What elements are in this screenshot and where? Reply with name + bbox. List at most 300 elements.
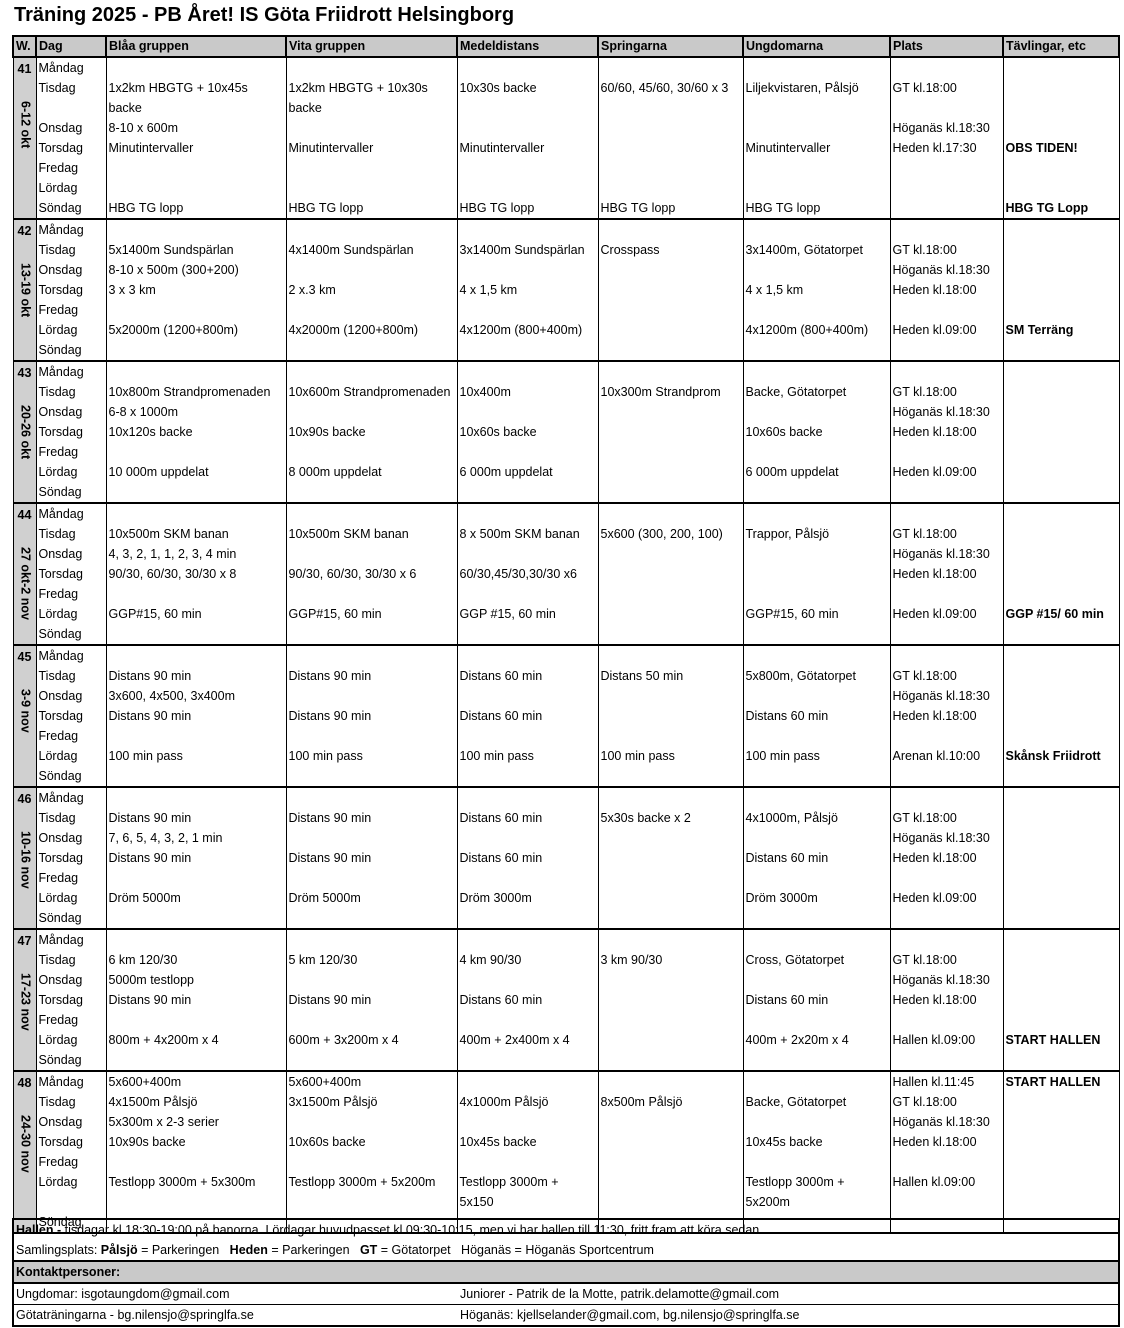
tavlingar-cell (1003, 402, 1119, 422)
vita-cell (286, 766, 457, 787)
ungdomarna-cell (743, 402, 890, 422)
ungdomarna-cell: 10x60s backe (743, 422, 890, 442)
medeldistans-cell: 10x60s backe (457, 422, 598, 442)
tavlingar-cell (1003, 686, 1119, 706)
springarna-cell (598, 645, 743, 666)
schedule-row (13, 524, 1119, 544)
vita-cell (286, 361, 457, 382)
springarna-cell (598, 848, 743, 868)
week-cell (13, 787, 36, 929)
schedule-row (13, 361, 1119, 382)
vita-cell: 8 000m uppdelat (286, 462, 457, 482)
springarna-cell (598, 280, 743, 300)
blaa-cell (106, 1152, 286, 1172)
schedule-row (13, 808, 1119, 828)
day-cell: Söndag (36, 198, 106, 219)
plats-cell: Heden kl.18:00 (890, 280, 1003, 300)
vita-cell (286, 300, 457, 320)
tavlingar-cell (1003, 1172, 1119, 1212)
ungdomarna-cell (743, 57, 890, 78)
blaa-cell: 90/30, 60/30, 30/30 x 8 (106, 564, 286, 584)
tavlingar-cell (1003, 260, 1119, 280)
day-cell: Fredag (36, 1152, 106, 1172)
ungdomarna-cell (743, 766, 890, 787)
day-cell: Torsdag (36, 1132, 106, 1152)
springarna-cell (598, 787, 743, 808)
vita-cell: 4x2000m (1200+800m) (286, 320, 457, 340)
day-cell: Fredag (36, 726, 106, 746)
ungdomarna-cell (743, 726, 890, 746)
plats-cell: Heden kl.18:00 (890, 990, 1003, 1010)
ungdomarna-cell: Cross, Götatorpet (743, 950, 890, 970)
day-cell: Lördag (36, 746, 106, 766)
medeldistans-cell: 4x1200m (800+400m) (457, 320, 598, 340)
blaa-cell: Dröm 5000m (106, 888, 286, 908)
column-header: Tävlingar, etc (1003, 36, 1119, 57)
tavlingar-cell (1003, 524, 1119, 544)
samlingsplats-note (14, 1240, 1118, 1260)
day-cell: Tisdag (36, 78, 106, 118)
vita-cell: 3x1500m Pålsjö (286, 1092, 457, 1112)
vita-cell: 10x600m Strandpromenaden (286, 382, 457, 402)
plats-cell (890, 300, 1003, 320)
blaa-cell (106, 645, 286, 666)
blaa-cell: 100 min pass (106, 746, 286, 766)
ungdomarna-cell (743, 584, 890, 604)
blaa-cell: 5x2000m (1200+800m) (106, 320, 286, 340)
ungdomarna-cell (743, 340, 890, 361)
blaa-cell (106, 361, 286, 382)
blaa-cell (106, 929, 286, 950)
vita-cell: 5 km 120/30 (286, 950, 457, 970)
plats-cell: GT kl.18:00 (890, 808, 1003, 828)
vita-cell: 2 x.3 km (286, 280, 457, 300)
blaa-cell (106, 624, 286, 645)
tavlingar-cell (1003, 57, 1119, 78)
day-cell: Onsdag (36, 260, 106, 280)
samling-place-desc: = Parkeringen (267, 1243, 360, 1257)
ungdomarna-cell (743, 1050, 890, 1071)
tavlingar-cell: Skånsk Friidrott (1003, 746, 1119, 766)
vita-cell (286, 929, 457, 950)
day-cell: Fredag (36, 1010, 106, 1030)
medeldistans-cell (457, 766, 598, 787)
day-cell: Söndag (36, 908, 106, 929)
springarna-cell (598, 219, 743, 240)
day-cell: Lördag (36, 1030, 106, 1050)
vita-cell: GGP#15, 60 min (286, 604, 457, 624)
medeldistans-cell (457, 908, 598, 929)
plats-cell (890, 726, 1003, 746)
springarna-cell (598, 503, 743, 524)
vita-cell: HBG TG lopp (286, 198, 457, 219)
schedule-row (13, 1010, 1119, 1030)
medeldistans-cell (457, 787, 598, 808)
schedule-row (13, 544, 1119, 564)
vita-cell (286, 544, 457, 564)
contact-juniorer: Juniorer - Patrik de la Motte, patrik.delamotte@gmail.com (460, 1287, 780, 1301)
ungdomarna-cell: 4 x 1,5 km (743, 280, 890, 300)
schedule-row (13, 402, 1119, 422)
ungdomarna-cell (743, 300, 890, 320)
tavlingar-cell (1003, 645, 1119, 666)
plats-cell: Hallen kl.09:00 (890, 1030, 1003, 1050)
plats-cell (890, 198, 1003, 219)
medeldistans-cell: 3x1400m Sundspärlan (457, 240, 598, 260)
springarna-cell (598, 908, 743, 929)
day-cell: Lördag (36, 320, 106, 340)
contact-ungdomar: Ungdomar: isgotaungdom@gmail.com (16, 1287, 230, 1301)
ungdomarna-cell: 4x1200m (800+400m) (743, 320, 890, 340)
vita-cell: Minutintervaller (286, 138, 457, 158)
tavlingar-cell (1003, 442, 1119, 462)
medeldistans-cell (457, 300, 598, 320)
vita-cell: 4x1400m Sundspärlan (286, 240, 457, 260)
schedule-row (13, 604, 1119, 624)
plats-cell: GT kl.18:00 (890, 666, 1003, 686)
day-cell: Söndag (36, 1212, 106, 1233)
medeldistans-cell (457, 482, 598, 503)
day-cell: Söndag (36, 624, 106, 645)
hallen-note (14, 1220, 1118, 1240)
schedule-row (13, 1092, 1119, 1112)
tavlingar-cell (1003, 624, 1119, 645)
schedule-row (13, 422, 1119, 442)
plats-cell (890, 340, 1003, 361)
plats-cell (890, 645, 1003, 666)
blaa-cell (106, 1010, 286, 1030)
medeldistans-cell: 60/30,45/30,30/30 x6 (457, 564, 598, 584)
vita-cell: Distans 90 min (286, 706, 457, 726)
blaa-cell (106, 766, 286, 787)
blaa-cell: 6-8 x 1000m (106, 402, 286, 422)
tavlingar-cell (1003, 888, 1119, 908)
springarna-cell: 3 km 90/30 (598, 950, 743, 970)
springarna-cell (598, 564, 743, 584)
tavlingar-cell (1003, 240, 1119, 260)
day-cell: Tisdag (36, 382, 106, 402)
plats-cell: Höganäs kl.18:30 (890, 544, 1003, 564)
day-cell: Fredag (36, 868, 106, 888)
medeldistans-cell (457, 402, 598, 422)
tavlingar-cell (1003, 1112, 1119, 1132)
week-number: 43 (17, 366, 32, 380)
schedule-row (13, 888, 1119, 908)
vita-cell (286, 1050, 457, 1071)
ungdomarna-cell (743, 442, 890, 462)
vita-cell (286, 158, 457, 178)
plats-cell (890, 624, 1003, 645)
schedule-row (13, 198, 1119, 219)
ungdomarna-cell (743, 361, 890, 382)
blaa-cell: 5000m testlopp (106, 970, 286, 990)
vita-cell (286, 57, 457, 78)
springarna-cell (598, 868, 743, 888)
column-header: Medeldistans (457, 36, 598, 57)
day-cell: Måndag (36, 361, 106, 382)
day-cell: Onsdag (36, 828, 106, 848)
plats-cell (890, 178, 1003, 198)
tavlingar-cell (1003, 706, 1119, 726)
medeldistans-cell (457, 645, 598, 666)
schedule-row (13, 828, 1119, 848)
vita-cell (286, 787, 457, 808)
schedule-row (13, 118, 1119, 138)
vita-cell: Distans 90 min (286, 990, 457, 1010)
ungdomarna-cell (743, 868, 890, 888)
plats-cell: Heden kl.18:00 (890, 1132, 1003, 1152)
ungdomarna-cell (743, 178, 890, 198)
medeldistans-cell (457, 57, 598, 78)
vita-cell (286, 970, 457, 990)
schedule-row (13, 787, 1119, 808)
vita-cell (286, 645, 457, 666)
day-cell: Tisdag (36, 1092, 106, 1112)
ungdomarna-cell (743, 219, 890, 240)
blaa-cell: 10x500m SKM banan (106, 524, 286, 544)
vita-cell: Dröm 5000m (286, 888, 457, 908)
blaa-cell: Testlopp 3000m + 5x300m (106, 1172, 286, 1212)
tavlingar-cell (1003, 382, 1119, 402)
tavlingar-cell (1003, 503, 1119, 524)
blaa-cell: 10 000m uppdelat (106, 462, 286, 482)
tavlingar-cell (1003, 848, 1119, 868)
ungdomarna-cell: GGP#15, 60 min (743, 604, 890, 624)
day-cell: Söndag (36, 340, 106, 361)
springarna-cell (598, 604, 743, 624)
tavlingar-cell (1003, 564, 1119, 584)
tavlingar-cell (1003, 544, 1119, 564)
medeldistans-cell (457, 361, 598, 382)
schedule-row (13, 219, 1119, 240)
plats-cell: Arenan kl.10:00 (890, 746, 1003, 766)
ungdomarna-cell (743, 787, 890, 808)
blaa-cell (106, 868, 286, 888)
day-cell: Fredag (36, 442, 106, 462)
medeldistans-cell: 10x30s backe (457, 78, 598, 118)
ungdomarna-cell: 6 000m uppdelat (743, 462, 890, 482)
medeldistans-cell (457, 624, 598, 645)
blaa-cell: Distans 90 min (106, 808, 286, 828)
springarna-cell: 60/60, 45/60, 30/60 x 3 (598, 78, 743, 118)
blaa-cell: Distans 90 min (106, 706, 286, 726)
springarna-cell (598, 138, 743, 158)
day-cell: Torsdag (36, 848, 106, 868)
day-cell: Lördag (36, 888, 106, 908)
column-header: Plats (890, 36, 1003, 57)
ungdomarna-cell: 3x1400m, Götatorpet (743, 240, 890, 260)
springarna-cell (598, 706, 743, 726)
springarna-cell (598, 402, 743, 422)
blaa-cell: Distans 90 min (106, 848, 286, 868)
blaa-cell: 4x1500m Pålsjö (106, 1092, 286, 1112)
medeldistans-cell: 4 km 90/30 (457, 950, 598, 970)
blaa-cell: 3 x 3 km (106, 280, 286, 300)
blaa-cell (106, 908, 286, 929)
blaa-cell: HBG TG lopp (106, 198, 286, 219)
springarna-cell: 100 min pass (598, 746, 743, 766)
vita-cell (286, 260, 457, 280)
day-cell: Torsdag (36, 280, 106, 300)
tavlingar-cell (1003, 766, 1119, 787)
vita-cell (286, 442, 457, 462)
plats-cell (890, 219, 1003, 240)
samling-place-name: Heden (229, 1243, 268, 1257)
springarna-cell (598, 422, 743, 442)
tavlingar-cell (1003, 726, 1119, 746)
schedule-row (13, 462, 1119, 482)
medeldistans-cell: 6 000m uppdelat (457, 462, 598, 482)
medeldistans-cell (457, 158, 598, 178)
vita-cell (286, 726, 457, 746)
springarna-cell (598, 726, 743, 746)
week-cell (13, 645, 36, 787)
plats-cell: Heden kl.09:00 (890, 462, 1003, 482)
week-date-range: 6-12 okt (18, 101, 33, 149)
samling-place-desc: = Götatorpet (377, 1243, 462, 1257)
contacts-title: Kontaktpersoner: (14, 1260, 1118, 1284)
samling-place-desc: Höganäs = Höganäs Sportcentrum (461, 1243, 654, 1257)
tavlingar-cell (1003, 178, 1119, 198)
ungdomarna-cell: Distans 60 min (743, 990, 890, 1010)
day-cell: Tisdag (36, 240, 106, 260)
schedule-row (13, 503, 1119, 524)
tavlingar-cell (1003, 929, 1119, 950)
medeldistans-cell (457, 929, 598, 950)
day-cell: Måndag (36, 645, 106, 666)
vita-cell (286, 1010, 457, 1030)
tavlingar-cell: SM Terräng (1003, 320, 1119, 340)
springarna-cell (598, 178, 743, 198)
blaa-cell: 5x300m x 2-3 serier (106, 1112, 286, 1132)
ungdomarna-cell (743, 260, 890, 280)
vita-cell: 90/30, 60/30, 30/30 x 6 (286, 564, 457, 584)
plats-cell (890, 1050, 1003, 1071)
plats-cell: Heden kl.18:00 (890, 422, 1003, 442)
week-number: 48 (17, 1076, 32, 1090)
medeldistans-cell (457, 340, 598, 361)
tavlingar-cell (1003, 158, 1119, 178)
vita-cell: Distans 90 min (286, 666, 457, 686)
medeldistans-cell: 10x45s backe (457, 1132, 598, 1152)
day-cell: Onsdag (36, 686, 106, 706)
plats-cell: Höganäs kl.18:30 (890, 686, 1003, 706)
blaa-cell: 800m + 4x200m x 4 (106, 1030, 286, 1050)
ungdomarna-cell: Backe, Götatorpet (743, 382, 890, 402)
medeldistans-cell: HBG TG lopp (457, 198, 598, 219)
blaa-cell: 1x2km HBGTG + 10x45s backe (106, 78, 286, 118)
ungdomarna-cell: Minutintervaller (743, 138, 890, 158)
vita-cell (286, 908, 457, 929)
springarna-cell (598, 584, 743, 604)
schedule-row (13, 645, 1119, 666)
plats-cell: GT kl.18:00 (890, 950, 1003, 970)
medeldistans-cell (457, 868, 598, 888)
day-cell: Torsdag (36, 706, 106, 726)
medeldistans-cell (457, 1071, 598, 1092)
tavlingar-cell (1003, 950, 1119, 970)
schedule-row (13, 442, 1119, 462)
medeldistans-cell: Distans 60 min (457, 808, 598, 828)
medeldistans-cell (457, 178, 598, 198)
schedule-row (13, 158, 1119, 178)
tavlingar-cell (1003, 1092, 1119, 1112)
blaa-cell (106, 178, 286, 198)
schedule-row (13, 868, 1119, 888)
samling-prefix: Samlingsplats: (16, 1243, 101, 1257)
tavlingar-cell (1003, 1132, 1119, 1152)
day-cell: Torsdag (36, 990, 106, 1010)
blaa-cell (106, 340, 286, 361)
week-number: 45 (17, 650, 32, 664)
springarna-cell (598, 482, 743, 503)
schedule-row (13, 1132, 1119, 1152)
vita-cell: Testlopp 3000m + 5x200m (286, 1172, 457, 1212)
medeldistans-cell: Dröm 3000m (457, 888, 598, 908)
page-title: Träning 2025 - PB Året! IS Göta Friidrott Helsingborg (14, 4, 515, 26)
ungdomarna-cell (743, 645, 890, 666)
vita-cell (286, 1112, 457, 1132)
medeldistans-cell: GGP #15, 60 min (457, 604, 598, 624)
springarna-cell: Distans 50 min (598, 666, 743, 686)
schedule-row (13, 686, 1119, 706)
ungdomarna-cell (743, 544, 890, 564)
springarna-cell (598, 888, 743, 908)
tavlingar-cell (1003, 1152, 1119, 1172)
plats-cell (890, 1010, 1003, 1030)
blaa-cell: GGP#15, 60 min (106, 604, 286, 624)
schedule-row (13, 57, 1119, 78)
day-cell: Fredag (36, 584, 106, 604)
blaa-cell: 8-10 x 500m (300+200) (106, 260, 286, 280)
plats-cell: Heden kl.09:00 (890, 604, 1003, 624)
week-number: 44 (17, 508, 32, 522)
medeldistans-cell (457, 219, 598, 240)
ungdomarna-cell: 5x800m, Götatorpet (743, 666, 890, 686)
contacts-row-2 (14, 1305, 1118, 1325)
medeldistans-cell (457, 260, 598, 280)
plats-cell (890, 584, 1003, 604)
column-header: Blåa gruppen (106, 36, 286, 57)
ungdomarna-cell (743, 624, 890, 645)
medeldistans-cell (457, 584, 598, 604)
day-cell: Fredag (36, 300, 106, 320)
springarna-cell (598, 361, 743, 382)
plats-cell (890, 503, 1003, 524)
day-cell: Måndag (36, 929, 106, 950)
day-cell: Söndag (36, 482, 106, 503)
ungdomarna-cell (743, 1112, 890, 1132)
medeldistans-cell: Testlopp 3000m + 5x150 (457, 1172, 598, 1212)
day-cell: Tisdag (36, 950, 106, 970)
plats-cell: Höganäs kl.18:30 (890, 118, 1003, 138)
tavlingar-cell (1003, 908, 1119, 929)
schedule-row (13, 766, 1119, 787)
ungdomarna-cell: 100 min pass (743, 746, 890, 766)
day-cell: Söndag (36, 766, 106, 787)
plats-cell: Heden kl.09:00 (890, 320, 1003, 340)
ungdomarna-cell: 4x1000m, Pålsjö (743, 808, 890, 828)
schedule-row (13, 382, 1119, 402)
springarna-cell (598, 260, 743, 280)
ungdomarna-cell (743, 1010, 890, 1030)
schedule-row (13, 624, 1119, 645)
springarna-cell (598, 118, 743, 138)
blaa-cell (106, 726, 286, 746)
week-cell (13, 361, 36, 503)
day-cell: Måndag (36, 787, 106, 808)
tavlingar-cell: START HALLEN (1003, 1071, 1119, 1092)
